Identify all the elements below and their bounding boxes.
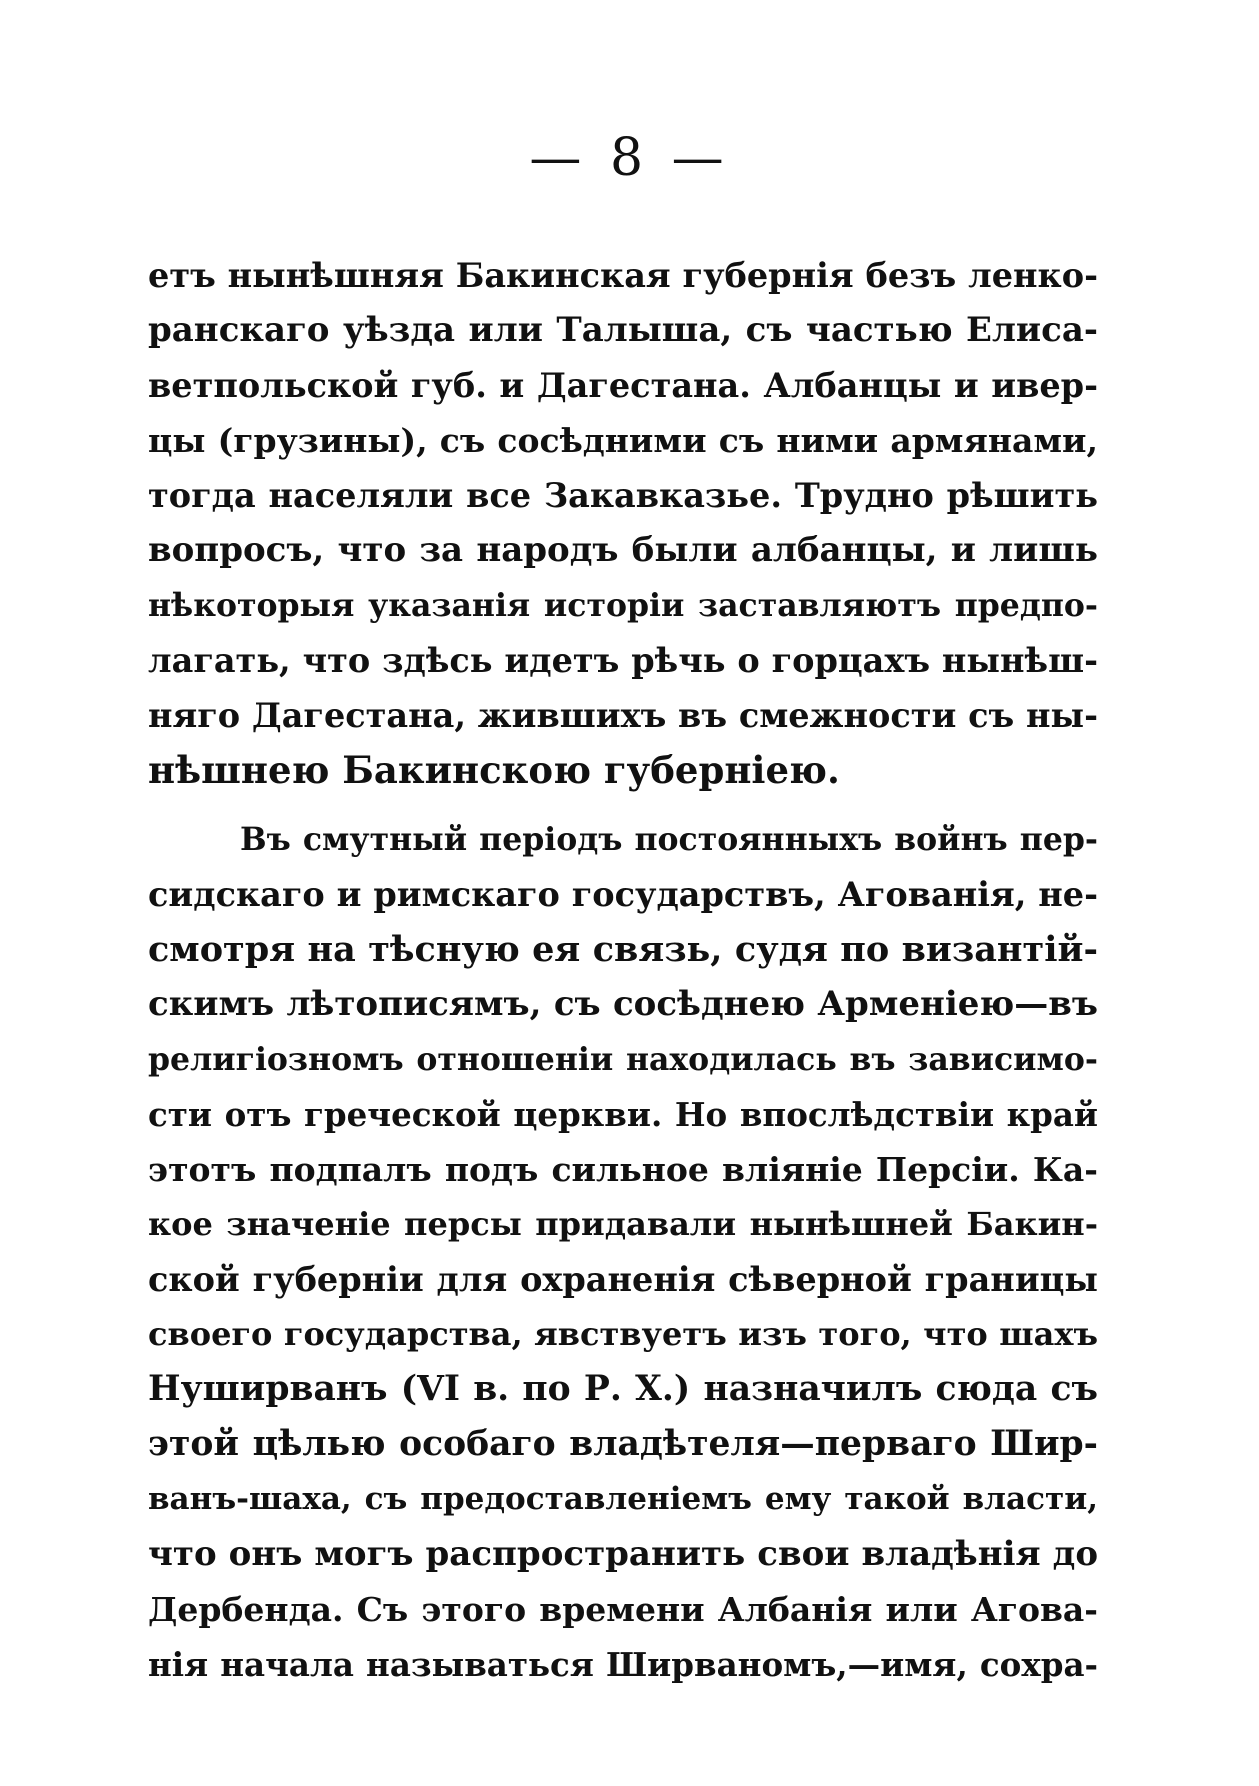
text-line: этотъ подпалъ подъ сильное вліяніе Персіи. Ка-: [148, 1150, 1098, 1189]
page-number: — 8 —: [529, 128, 730, 188]
text-line: ской губерніи для охраненія сѣверной границы: [148, 1260, 1098, 1299]
text-line: тогда населяли все Закавказье. Трудно рѣшить: [148, 476, 1098, 515]
text-line: няго Дагестана, жившихъ въ смежности съ ны-: [148, 696, 1098, 735]
text-line: нѣкоторыя указанія исторіи заставляютъ предпо-: [148, 587, 1098, 624]
text-line: сидскаго и римскаго государствъ, Агованія, не-: [148, 875, 1098, 914]
text-line: ванъ-шаха, съ предоставленіемъ ему такой власти,: [148, 1481, 1098, 1517]
text-line: вопросъ, что за народъ были албанцы, и лишь: [148, 530, 1098, 570]
text-line: скимъ лѣтописямъ, съ сосѣднею Арменіею—въ: [148, 984, 1098, 1024]
text-line: етъ нынѣшняя Бакинская губернія безъ ленко-: [148, 256, 1098, 295]
text-line: ветпольской губ. и Дагестана. Албанцы и ивер-: [148, 366, 1098, 405]
text-line: сти отъ греческой церкви. Но впослѣдствіи край: [148, 1095, 1098, 1134]
text-line: нѣшнею Бакинскою губерніею.: [148, 748, 840, 792]
text-line: Дербенда. Съ этого времени Албанія или Агова-: [148, 1590, 1098, 1629]
text-line: цы (грузины), съ сосѣдними съ ними армянами,: [148, 421, 1098, 460]
text-line: смотря на тѣсную ея связь, судя по византій-: [148, 929, 1098, 970]
text-line: своего государства, явствуетъ изъ того, что шахъ: [148, 1315, 1098, 1353]
paragraph-1: [148, 248, 1098, 798]
text-line: этой цѣлью особаго владѣтеля—перваго Шир-: [148, 1424, 1098, 1464]
text-line: что онъ могъ распространить свои владѣнія до: [148, 1534, 1098, 1574]
text-line: кое значеніе персы придавали нынѣшней Бакин-: [148, 1205, 1098, 1243]
text-line: Нуширванъ (VI в. по Р. Х.) назначилъ сюда съ: [148, 1369, 1098, 1409]
text-line: религіозномъ отношеніи находилась въ зависимо-: [148, 1041, 1098, 1078]
text-line: Въ смутный періодъ постоянныхъ войнъ пер-: [240, 821, 1098, 858]
page-text: [148, 248, 1098, 1692]
text-line: нія начала называться Ширваномъ,—имя, сохра-: [148, 1645, 1098, 1684]
paragraph-2: [148, 812, 1098, 1692]
text-line: ранскаго уѣзда или Талыша, съ частью Елиса-: [148, 310, 1098, 350]
text-line: лагать, что здѣсь идетъ рѣчь о горцахъ нынѣш-: [148, 641, 1098, 680]
